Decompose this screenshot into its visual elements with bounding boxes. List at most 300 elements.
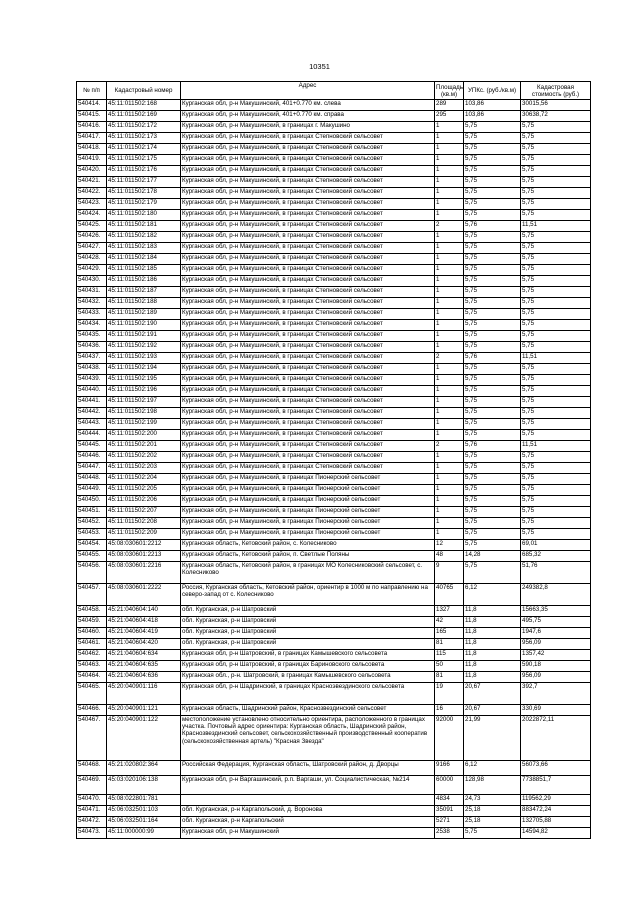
cell-cadastral-number: 45:11:011502:198 <box>107 408 181 419</box>
table-header-row <box>77 82 591 100</box>
cell-cadastral-value: 30638,72 <box>521 111 591 122</box>
cell-upks: 5,75 <box>464 828 521 839</box>
table-row <box>77 463 591 474</box>
cell-upks: 5,75 <box>464 309 521 320</box>
table-row <box>77 309 591 320</box>
cell-address: Российская Федерация, Курганская область, Шатровский район, д. Дворцы <box>181 761 435 776</box>
cell-address: Курганская обл, р-н Варгашинский, р.п. Варгаши, ул. Социалистическая, №214 <box>181 776 435 795</box>
cell-upks: 5,75 <box>464 144 521 155</box>
cell-area: 92000 <box>435 716 464 761</box>
cell-cadastral-number: 45:06:032501:103 <box>107 806 181 817</box>
cell-cadastral-value: 5,75 <box>521 320 591 331</box>
cell-cadastral-number: 45:11:011502:177 <box>107 177 181 188</box>
cell-row-number: 540441. <box>77 397 107 408</box>
cell-area: 19 <box>435 683 464 705</box>
cell-row-number: 540446. <box>77 452 107 463</box>
cell-cadastral-number: 45:11:011502:172 <box>107 122 181 133</box>
cell-cadastral-number: 45:08:030601:2212 <box>107 540 181 551</box>
cell-cadastral-value: 956,09 <box>521 639 591 650</box>
cell-cadastral-value: 5,75 <box>521 331 591 342</box>
cell-cadastral-value: 5,75 <box>521 507 591 518</box>
cell-area: 81 <box>435 672 464 683</box>
table-row <box>77 155 591 166</box>
cell-cadastral-number: 45:11:011502:179 <box>107 199 181 210</box>
cell-upks: 5,75 <box>464 243 521 254</box>
table-row <box>77 551 591 562</box>
cell-cadastral-number: 45:11:011502:192 <box>107 342 181 353</box>
table-row <box>77 243 591 254</box>
cell-row-number: 540461. <box>77 639 107 650</box>
cell-address: Курганская обл, р-н Макушинский, в границах Степновский сельсовет <box>181 419 435 430</box>
cell-area: 35091 <box>435 806 464 817</box>
cell-cadastral-number: 45:08:030601:2213 <box>107 551 181 562</box>
cell-area: 1 <box>435 309 464 320</box>
cell-address: Курганская обл, р-н Макушинский, в границах Степновский сельсовет <box>181 144 435 155</box>
cell-cadastral-value: 5,75 <box>521 210 591 221</box>
table-row <box>77 199 591 210</box>
table-row <box>77 287 591 298</box>
table-row <box>77 100 591 111</box>
table-row <box>77 320 591 331</box>
cell-address: Курганская обл, р-н Макушинский, в границах Степновский сельсовет <box>181 342 435 353</box>
cell-cadastral-number: 45:11:011502:173 <box>107 133 181 144</box>
cell-upks: 5,75 <box>464 518 521 529</box>
cell-row-number: 540460. <box>77 628 107 639</box>
table-row <box>77 485 591 496</box>
cell-row-number: 540449. <box>77 485 107 496</box>
cell-upks: 11,8 <box>464 606 521 617</box>
cell-cadastral-value: 5,75 <box>521 188 591 199</box>
cell-cadastral-number: 45:11:011502:188 <box>107 298 181 309</box>
cell-cadastral-value: 590,18 <box>521 661 591 672</box>
column-header-cadastral-number: Кадастровый номер <box>107 82 181 100</box>
cell-upks: 5,75 <box>464 474 521 485</box>
column-header-area: Площадь (кв.м) <box>436 83 463 98</box>
cell-row-number: 540462. <box>77 650 107 661</box>
table-row <box>77 474 591 485</box>
cell-cadastral-value: 956,09 <box>521 672 591 683</box>
cell-cadastral-value: 5,75 <box>521 463 591 474</box>
cell-cadastral-number: 45:11:011502:169 <box>107 111 181 122</box>
cell-area: 40765 <box>435 584 464 606</box>
cell-address: Курганская обл, р-н Макушинский, в границах Степновский сельсовет <box>181 254 435 265</box>
table-row <box>77 628 591 639</box>
cell-cadastral-value: 14594,82 <box>521 828 591 839</box>
cell-cadastral-value: 5,75 <box>521 265 591 276</box>
cell-cadastral-number: 45:11:011502:193 <box>107 353 181 364</box>
table-row <box>77 452 591 463</box>
cell-area: 1 <box>435 452 464 463</box>
cell-upks: 5,75 <box>464 463 521 474</box>
cell-cadastral-number: 45:11:011502:205 <box>107 485 181 496</box>
cell-upks: 20,67 <box>464 683 521 705</box>
cell-area: 12 <box>435 540 464 551</box>
cell-area: 1 <box>435 364 464 375</box>
cell-area: 295 <box>435 111 464 122</box>
table-row <box>77 606 591 617</box>
cell-cadastral-number: 45:11:011502:195 <box>107 375 181 386</box>
column-header-address: Адрес <box>181 82 435 100</box>
table-row <box>77 806 591 817</box>
cell-upks: 14,28 <box>464 551 521 562</box>
cell-address: обл. Курганская, р-н Шатровский <box>181 639 435 650</box>
cell-address: Курганская обл, р-н Макушинский, в границах Степновский сельсовет <box>181 166 435 177</box>
cell-address: Курганская обл, р-н Макушинский <box>181 828 435 839</box>
cell-upks: 128,98 <box>464 776 521 795</box>
cell-area: 1 <box>435 342 464 353</box>
table-row <box>77 408 591 419</box>
cell-area: 165 <box>435 628 464 639</box>
cell-cadastral-number: 45:11:011502:208 <box>107 518 181 529</box>
table-row <box>77 122 591 133</box>
cell-upks: 21,99 <box>464 716 521 761</box>
table-row <box>77 144 591 155</box>
cell-upks: 5,75 <box>464 254 521 265</box>
cell-address: Курганская обл, р-н Макушинский, в границах Степновский сельсовет <box>181 408 435 419</box>
cell-address: Курганская обл, р-н Макушинский, в границах г. Макушино <box>181 122 435 133</box>
cell-upks: 5,75 <box>464 320 521 331</box>
table-row <box>77 276 591 287</box>
cell-upks: 5,76 <box>464 441 521 452</box>
cell-cadastral-number: 45:08:022801:781 <box>107 795 181 806</box>
cell-area: 1 <box>435 375 464 386</box>
table-row <box>77 188 591 199</box>
cell-cadastral-number: 45:11:011502:175 <box>107 155 181 166</box>
cell-upks: 5,75 <box>464 287 521 298</box>
cell-address: Курганская обл, р-н Макушинский, в границах Степновский сельсовет <box>181 386 435 397</box>
cell-area: 1 <box>435 254 464 265</box>
cell-address: обл. Курганская, р-н Шатровский <box>181 628 435 639</box>
table-row <box>77 375 591 386</box>
cell-row-number: 540465. <box>77 683 107 705</box>
cell-area: 2538 <box>435 828 464 839</box>
cell-cadastral-number: 45:11:011502:168 <box>107 100 181 111</box>
cell-cadastral-number: 45:11:011502:206 <box>107 496 181 507</box>
cell-cadastral-value: 1947,6 <box>521 628 591 639</box>
table-row <box>77 353 591 364</box>
cell-row-number: 540448. <box>77 474 107 485</box>
cell-cadastral-value: 5,75 <box>521 386 591 397</box>
cell-address: Курганская обл, р-н Макушинский, в границах Степновский сельсовет <box>181 452 435 463</box>
table-row <box>77 342 591 353</box>
cell-upks: 5,75 <box>464 298 521 309</box>
cell-row-number: 540444. <box>77 430 107 441</box>
cell-area: 1 <box>435 496 464 507</box>
cell-row-number: 540421. <box>77 177 107 188</box>
cell-cadastral-value: 56073,66 <box>521 761 591 776</box>
cell-cadastral-number: 45:11:011502:200 <box>107 430 181 441</box>
cell-cadastral-number: 45:08:030601:2222 <box>107 584 181 606</box>
cell-cadastral-number: 45:11:011502:186 <box>107 276 181 287</box>
table-row <box>77 817 591 828</box>
cell-cadastral-value: 15663,35 <box>521 606 591 617</box>
cell-area: 4834 <box>435 795 464 806</box>
table-row <box>77 166 591 177</box>
cell-area: 1 <box>435 474 464 485</box>
cell-row-number: 540433. <box>77 309 107 320</box>
cell-address: Курганская обл, р-н Макушинский, в границах Степновский сельсовет <box>181 276 435 287</box>
cell-row-number: 540473. <box>77 828 107 839</box>
cell-row-number: 540457. <box>77 584 107 606</box>
cell-cadastral-value: 5,75 <box>521 122 591 133</box>
cell-upks: 5,75 <box>464 507 521 518</box>
cell-area: 1 <box>435 243 464 254</box>
cell-cadastral-value: 5,75 <box>521 485 591 496</box>
cell-cadastral-number: 45:21:040604:636 <box>107 672 181 683</box>
cell-address: Курганская обл, р-н Макушинский, в границах Пионерский сельсовет <box>181 496 435 507</box>
cell-cadastral-value: 5,75 <box>521 243 591 254</box>
column-header-cadastral-value: Кадастровая стоимость (руб.) <box>521 82 591 100</box>
cell-address: Курганская обл, р-н Макушинский, в границах Степновский сельсовет <box>181 243 435 254</box>
cell-cadastral-value: 132705,88 <box>521 817 591 828</box>
cell-area: 1 <box>435 331 464 342</box>
cell-area: 50 <box>435 661 464 672</box>
cell-upks: 24,73 <box>464 795 521 806</box>
cadastral-table <box>76 81 591 839</box>
cell-address: Курганская обл, р-н Макушинский, в границах Степновский сельсовет <box>181 353 435 364</box>
cell-upks: 5,75 <box>464 375 521 386</box>
table-row <box>77 331 591 342</box>
cell-cadastral-value: 249382,8 <box>521 584 591 606</box>
cell-address: Курганская обл, р-н Макушинский, в границах Степновский сельсовет <box>181 375 435 386</box>
cell-address: Курганская обл, р-н Шадринский, в границах Красноэвездинского сельсовета <box>181 683 435 705</box>
cell-cadastral-value: 5,75 <box>521 298 591 309</box>
cell-area: 1 <box>435 166 464 177</box>
cell-address: Курганская обл, р-н Макушинский, в границах Степновский сельсовет <box>181 331 435 342</box>
page-number: 10351 <box>309 62 330 71</box>
cell-address: Курганская обл, р-н Макушинский, в границах Степновский сельсовет <box>181 155 435 166</box>
cell-row-number: 540427. <box>77 243 107 254</box>
cell-address: Курганская обл, р-н Шатровский, в границах Камышевского сельсовета <box>181 650 435 661</box>
cell-address: Курганская обл, р-н Макушинский, в границах Степновский сельсовет <box>181 397 435 408</box>
table-row <box>77 639 591 650</box>
cell-row-number: 540424. <box>77 210 107 221</box>
cell-upks: 6,12 <box>464 584 521 606</box>
cell-area: 1 <box>435 430 464 441</box>
cell-address: Курганская обл, р-н Макушинский, в границах Степновский сельсовет <box>181 232 435 243</box>
cell-row-number: 540423. <box>77 199 107 210</box>
cell-area: 5271 <box>435 817 464 828</box>
table-row <box>77 177 591 188</box>
cell-row-number: 540414. <box>77 100 107 111</box>
cell-cadastral-number: 45:21:040604:418 <box>107 617 181 628</box>
cell-cadastral-value: 5,75 <box>521 375 591 386</box>
table-row <box>77 705 591 716</box>
cell-address: Курганская обл, р-н Макушинский, в границах Пионерский сельсовет <box>181 474 435 485</box>
cell-cadastral-number: 45:11:011502:203 <box>107 463 181 474</box>
cell-address: Курганская обл, р-н Макушинский, в границах Степновский сельсовет <box>181 133 435 144</box>
cell-cadastral-value: 5,75 <box>521 408 591 419</box>
cell-address: Курганская обл, р-н Макушинский, в границах Пионерский сельсовет <box>181 507 435 518</box>
cell-row-number: 540450. <box>77 496 107 507</box>
table-row <box>77 661 591 672</box>
cell-area: 1 <box>435 210 464 221</box>
cell-row-number: 540470. <box>77 795 107 806</box>
cell-row-number: 540432. <box>77 298 107 309</box>
cell-address: обл. Курганская, р-н Шатровский <box>181 606 435 617</box>
cell-cadastral-number: 45:11:011502:184 <box>107 254 181 265</box>
cell-area: 1 <box>435 144 464 155</box>
cell-cadastral-value: 685,32 <box>521 551 591 562</box>
table-row <box>77 716 591 761</box>
cell-row-number: 540469. <box>77 776 107 795</box>
cell-cadastral-number: 45:11:011502:174 <box>107 144 181 155</box>
cell-upks: 5,75 <box>464 331 521 342</box>
cell-cadastral-value: 5,75 <box>521 518 591 529</box>
cell-area: 1 <box>435 386 464 397</box>
cell-cadastral-number: 45:11:011502:189 <box>107 309 181 320</box>
table-row <box>77 507 591 518</box>
cell-cadastral-number: 45:21:040604:634 <box>107 650 181 661</box>
cell-row-number: 540447. <box>77 463 107 474</box>
cell-upks: 5,76 <box>464 221 521 232</box>
column-header-upks: УПКс. (руб./кв.м) <box>464 82 521 100</box>
table-row <box>77 584 591 606</box>
cell-cadastral-value: 5,75 <box>521 474 591 485</box>
cell-address: Курганская обл, р-н Макушинский, в границах Степновский сельсовет <box>181 441 435 452</box>
cell-row-number: 540420. <box>77 166 107 177</box>
cell-cadastral-value: 5,75 <box>521 155 591 166</box>
cell-cadastral-number: 45:11:011502:209 <box>107 529 181 540</box>
cell-address: Курганская область, Кетовский район, в границах МО Колесниковский сельсовет, с. Колесниково <box>181 562 435 584</box>
cell-cadastral-value: 11,51 <box>521 353 591 364</box>
cell-area: 1 <box>435 155 464 166</box>
table-row <box>77 828 591 839</box>
cell-cadastral-number: 45:21:040604:635 <box>107 661 181 672</box>
cell-address: Курганская обл, р-н Макушинский, в границах Степновский сельсовет <box>181 364 435 375</box>
cell-cadastral-number: 45:11:011502:207 <box>107 507 181 518</box>
cell-upks: 25,18 <box>464 817 521 828</box>
cell-area: 1 <box>435 485 464 496</box>
cell-upks: 103,86 <box>464 100 521 111</box>
table-row <box>77 776 591 795</box>
cell-row-number: 540467. <box>77 716 107 761</box>
cell-row-number: 540458. <box>77 606 107 617</box>
cell-cadastral-number: 45:11:011502:180 <box>107 210 181 221</box>
cell-cadastral-value: 5,75 <box>521 430 591 441</box>
table-row <box>77 441 591 452</box>
cell-cadastral-value: 5,75 <box>521 529 591 540</box>
cell-cadastral-value: 5,75 <box>521 177 591 188</box>
cell-upks: 5,75 <box>464 342 521 353</box>
cell-cadastral-value: 5,75 <box>521 144 591 155</box>
table-row <box>77 397 591 408</box>
cell-cadastral-number: 45:11:011502:176 <box>107 166 181 177</box>
cell-cadastral-number: 45:11:011502:191 <box>107 331 181 342</box>
cell-cadastral-number: 45:11:011502:183 <box>107 243 181 254</box>
cell-area: 1327 <box>435 606 464 617</box>
cell-area: 1 <box>435 419 464 430</box>
cell-cadastral-number: 45:11:011502:196 <box>107 386 181 397</box>
cell-address: Курганская обл, р-н Макушинский, в границах Степновский сельсовет <box>181 298 435 309</box>
cell-address: Курганская обл, р-н Макушинский, в границах Пионерский сельсовет <box>181 485 435 496</box>
cell-address: Россия, Курганская область, Кетовский район, ориентир в 1000 м по направлению на северо-запад от с. Колесниково <box>181 584 435 606</box>
cell-address: Курганская обл, р-н Макушинский, в границах Степновский сельсовет <box>181 221 435 232</box>
cell-cadastral-value: 5,75 <box>521 397 591 408</box>
cell-row-number: 540438. <box>77 364 107 375</box>
cell-cadastral-number: 45:21:020802:364 <box>107 761 181 776</box>
cell-upks: 5,75 <box>464 232 521 243</box>
cell-row-number: 540426. <box>77 232 107 243</box>
cell-upks: 25,18 <box>464 806 521 817</box>
cell-cadastral-number: 45:21:040604:420 <box>107 639 181 650</box>
cell-cadastral-value: 5,75 <box>521 452 591 463</box>
cell-row-number: 540429. <box>77 265 107 276</box>
table-row <box>77 761 591 776</box>
cell-cadastral-number: 45:08:030601:2216 <box>107 562 181 584</box>
table-row <box>77 795 591 806</box>
cell-cadastral-number: 45:11:011502:185 <box>107 265 181 276</box>
cell-cadastral-number: 45:06:032501:164 <box>107 817 181 828</box>
cell-address: Курганская обл, р-н Макушинский, в границах Степновский сельсовет <box>181 188 435 199</box>
cell-cadastral-value: 7738851,7 <box>521 776 591 795</box>
cell-upks: 5,75 <box>464 210 521 221</box>
cell-cadastral-value: 69,01 <box>521 540 591 551</box>
cell-row-number: 540471. <box>77 806 107 817</box>
cell-row-number: 540439. <box>77 375 107 386</box>
cell-upks: 5,75 <box>464 397 521 408</box>
cell-row-number: 540451. <box>77 507 107 518</box>
cell-cadastral-value: 51,76 <box>521 562 591 584</box>
cell-cadastral-number: 45:11:011502:197 <box>107 397 181 408</box>
table-row <box>77 496 591 507</box>
column-header-number: № п/п <box>77 82 107 100</box>
cell-address: Курганская обл, р-н Макушинский, 401+0.770 км. слева <box>181 100 435 111</box>
cell-row-number: 540415. <box>77 111 107 122</box>
cell-upks: 5,75 <box>464 188 521 199</box>
cell-area: 2 <box>435 353 464 364</box>
cell-area: 1 <box>435 265 464 276</box>
cell-upks: 5,75 <box>464 265 521 276</box>
cell-cadastral-value: 5,75 <box>521 309 591 320</box>
cell-row-number: 540430. <box>77 276 107 287</box>
cell-upks: 11,8 <box>464 628 521 639</box>
cell-area: 1 <box>435 397 464 408</box>
cell-cadastral-value: 5,75 <box>521 276 591 287</box>
cell-row-number: 540468. <box>77 761 107 776</box>
cell-upks: 20,67 <box>464 705 521 716</box>
cell-row-number: 540428. <box>77 254 107 265</box>
table-row <box>77 562 591 584</box>
cell-row-number: 540434. <box>77 320 107 331</box>
cell-address: Курганская обл, р-н Макушинский, в границах Степновский сельсовет <box>181 430 435 441</box>
cell-upks: 5,75 <box>464 540 521 551</box>
cell-cadastral-value: 5,75 <box>521 364 591 375</box>
cell-address: Курганская обл, р-н Макушинский, в границах Степновский сельсовет <box>181 320 435 331</box>
cell-row-number: 540466. <box>77 705 107 716</box>
cell-cadastral-number: 45:21:040604:419 <box>107 628 181 639</box>
cell-upks: 5,75 <box>464 177 521 188</box>
cell-area: 289 <box>435 100 464 111</box>
cell-upks: 5,75 <box>464 364 521 375</box>
cell-cadastral-number: 45:11:011502:201 <box>107 441 181 452</box>
cell-upks: 5,75 <box>464 408 521 419</box>
table-row <box>77 529 591 540</box>
cell-upks: 5,75 <box>464 199 521 210</box>
cell-address: Курганская обл, р-н Макушинский, в границах Степновский сельсовет <box>181 199 435 210</box>
cell-area: 2 <box>435 221 464 232</box>
cell-row-number: 540425. <box>77 221 107 232</box>
cell-address: Курганская обл, р-н Макушинский, в границах Степновский сельсовет <box>181 177 435 188</box>
cell-row-number: 540442. <box>77 408 107 419</box>
cell-upks: 5,75 <box>464 496 521 507</box>
cell-address: Курганская обл., р-н. Шатровский, в границах Камышевского сельсовета <box>181 672 435 683</box>
cell-area: 81 <box>435 639 464 650</box>
cell-address: Курганская обл, р-н Макушинский, 401+0.770 км. справа <box>181 111 435 122</box>
cell-cadastral-value: 11,51 <box>521 221 591 232</box>
cell-cadastral-value: 495,75 <box>521 617 591 628</box>
cell-row-number: 540416. <box>77 122 107 133</box>
